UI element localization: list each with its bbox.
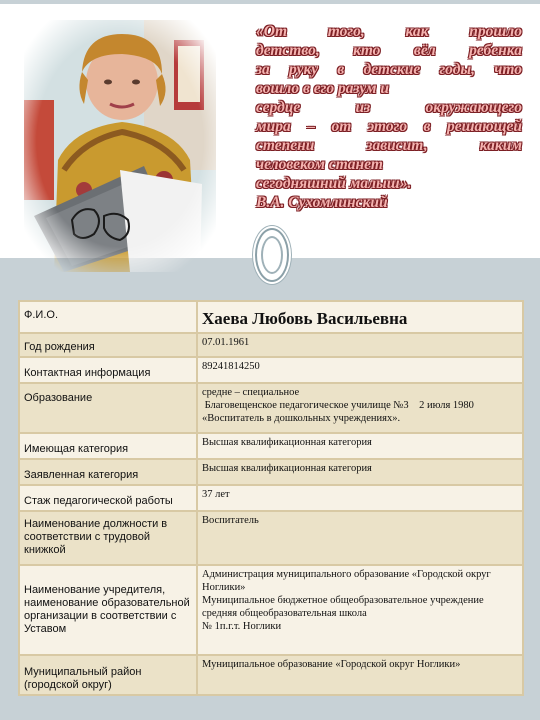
value-text: Воспитатель bbox=[202, 515, 259, 526]
row-value bbox=[197, 565, 523, 655]
row-value bbox=[197, 333, 523, 357]
portrait-photo bbox=[24, 20, 216, 272]
value-text: Муниципальное образование «Городской округ Ноглики» bbox=[202, 659, 461, 670]
label-text: Контактная информация bbox=[24, 367, 151, 379]
quote-author: В.А. Сухомлинский bbox=[256, 194, 388, 211]
row-value bbox=[197, 383, 523, 433]
label-text: Стаж педагогической работы bbox=[24, 495, 173, 507]
table-row bbox=[19, 511, 523, 565]
table-row bbox=[19, 333, 523, 357]
value-text: 07.01.1961 bbox=[202, 337, 250, 348]
table-row bbox=[19, 565, 523, 655]
quote-line: сегодняшний малыш». bbox=[256, 175, 412, 192]
label-text: Наименование учредителя, наименование образовательной организации в соответствии с Уставом bbox=[24, 584, 190, 635]
row-value bbox=[197, 433, 523, 459]
value-text: «Воспитатель в дошкольных учреждениях». bbox=[202, 413, 401, 424]
quote-line: детство, кто вёл ребенка bbox=[256, 42, 522, 59]
quote-line: мира – от этого в решающей bbox=[256, 118, 522, 135]
quote-line: человеком станет bbox=[256, 156, 383, 173]
table-row bbox=[19, 383, 523, 433]
value-text: № 1п.г.т. Ноглики bbox=[202, 621, 282, 632]
quote-line: вошло в его разум и bbox=[256, 80, 390, 97]
quote-block bbox=[256, 22, 522, 212]
row-value bbox=[197, 485, 523, 511]
value-text: Высшая квалификационная категория bbox=[202, 463, 372, 474]
row-label bbox=[19, 433, 197, 459]
row-label bbox=[19, 459, 197, 485]
label-text: Образование bbox=[24, 392, 93, 404]
value-text: средне – специальное bbox=[202, 387, 300, 398]
quote-line: сердце из окружающего bbox=[256, 99, 522, 116]
label-text: Год рождения bbox=[24, 341, 95, 353]
row-value bbox=[197, 357, 523, 383]
table-row bbox=[19, 655, 523, 695]
value-text: 89241814250 bbox=[202, 361, 260, 372]
decorative-oval-inner bbox=[261, 236, 283, 274]
value-text: Муниципальное бюджетное общеобразовательное учреждение средняя общеобразовательная школа bbox=[202, 595, 484, 619]
row-value bbox=[197, 459, 523, 485]
quote-line: «От того, как прошло bbox=[256, 23, 522, 40]
table-row bbox=[19, 485, 523, 511]
top-divider bbox=[0, 0, 540, 4]
full-name: Хаева Любовь Васильевна bbox=[202, 309, 408, 328]
row-label bbox=[19, 333, 197, 357]
row-label bbox=[19, 383, 197, 433]
row-value bbox=[197, 301, 523, 333]
row-label bbox=[19, 655, 197, 695]
row-label bbox=[19, 511, 197, 565]
info-table bbox=[18, 300, 524, 696]
quote-line: за руку в детские годы, что bbox=[256, 61, 522, 78]
value-text: 37 лет bbox=[202, 489, 230, 500]
row-label bbox=[19, 485, 197, 511]
row-label bbox=[19, 565, 197, 655]
row-label: Ф.И.О. bbox=[19, 301, 197, 333]
table-row bbox=[19, 459, 523, 485]
quote-line: степени зависит, каким bbox=[256, 137, 522, 154]
value-text: Администрация муниципального образование «Городской округ Ноглики» bbox=[202, 569, 491, 593]
label-text: Имеющая категория bbox=[24, 443, 129, 455]
row-value bbox=[197, 655, 523, 695]
label-text: Заявленная категория bbox=[24, 469, 139, 481]
row-value bbox=[197, 511, 523, 565]
table-row bbox=[19, 433, 523, 459]
table-row-fio bbox=[19, 301, 523, 333]
value-text: Высшая квалификационная категория bbox=[202, 437, 372, 448]
table-row bbox=[19, 357, 523, 383]
value-text: Благовещенское педагогическое училище №3 2 июля 1980 bbox=[202, 400, 474, 411]
row-label bbox=[19, 357, 197, 383]
label-text: Наименование должности в соответствии с трудовой книжкой bbox=[24, 518, 168, 556]
label-text: Муниципальный район (городской округ) bbox=[24, 666, 142, 691]
